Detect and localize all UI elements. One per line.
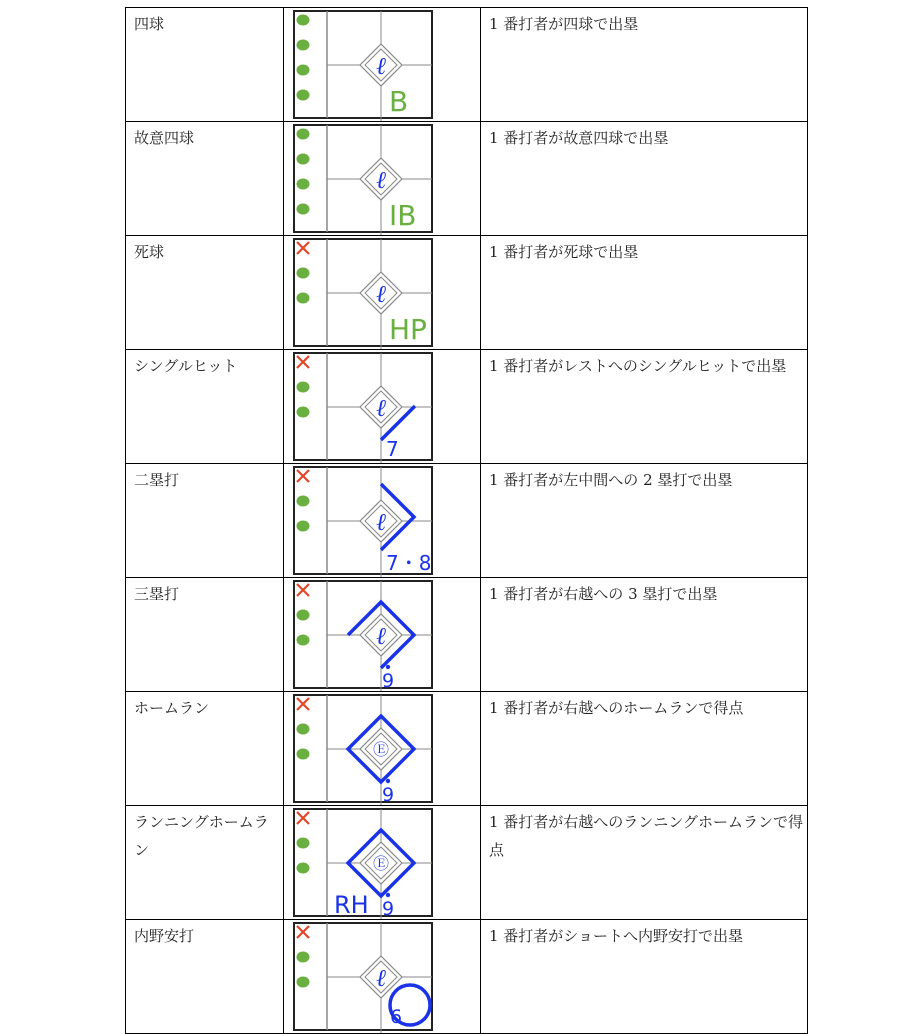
ball-mark	[297, 382, 310, 393]
ball-mark	[297, 204, 310, 215]
term-cell: 二塁打	[126, 464, 284, 578]
table-row	[126, 122, 808, 236]
base-symbol: ℓ	[376, 280, 386, 308]
base-symbol: ℓ	[376, 622, 386, 650]
scorecard-figure	[284, 122, 480, 235]
scorecard-cell	[284, 806, 481, 920]
fielder-label: 9	[381, 784, 395, 806]
table-row	[126, 578, 808, 692]
table-row	[126, 350, 808, 464]
base-symbol: ℓ	[376, 166, 386, 194]
scorecard-svg	[284, 920, 480, 1033]
description-cell: 1 番打者が左中間への 2 塁打で出塁	[481, 464, 808, 578]
out-mark	[297, 926, 309, 938]
out-mark	[297, 698, 309, 710]
scorecard-svg	[284, 350, 480, 463]
ball-mark	[297, 90, 310, 101]
out-mark	[297, 242, 309, 254]
scorecard-svg	[284, 692, 480, 805]
description-cell: 1 番打者が死球で出塁	[481, 236, 808, 350]
ball-mark	[297, 977, 310, 988]
scorecard-cell	[284, 236, 481, 350]
fielder-label: 9	[381, 670, 395, 692]
term-cell: 死球	[126, 236, 284, 350]
term-cell: ランニングホームラン	[126, 806, 284, 920]
overhead-dot	[386, 665, 390, 669]
table-row	[126, 236, 808, 350]
ball-mark	[297, 749, 310, 760]
fielder-label: 6	[390, 1006, 403, 1028]
scorecard-svg	[284, 464, 480, 577]
description-cell: 1 番打者が右越へのホームランで得点	[481, 692, 808, 806]
scorecard-cell	[284, 464, 481, 578]
out-mark	[297, 470, 309, 482]
scorecard-svg	[284, 122, 480, 235]
overhead-dot	[386, 779, 390, 783]
scorecard-svg	[284, 806, 480, 919]
scorecard-svg	[284, 8, 480, 121]
scorecard-svg	[284, 236, 480, 349]
term-cell: 故意四球	[126, 122, 284, 236]
out-mark	[297, 812, 309, 824]
scorecard-figure	[284, 920, 480, 1033]
ball-mark	[297, 65, 310, 76]
ball-mark	[297, 521, 310, 532]
scorecard-cell	[284, 350, 481, 464]
result-label: IB	[389, 199, 417, 232]
out-mark	[297, 356, 309, 368]
table-row	[126, 806, 808, 920]
out-mark	[297, 584, 309, 596]
ball-mark	[297, 635, 310, 646]
table-row	[126, 692, 808, 806]
ball-mark	[297, 15, 310, 26]
base-symbol: Ⓔ	[372, 854, 390, 873]
scorecard-figure	[284, 578, 480, 691]
ball-mark	[297, 154, 310, 165]
ball-mark	[297, 952, 310, 963]
ball-mark	[297, 863, 310, 874]
fielder-label: 7	[386, 437, 399, 461]
base-symbol: ℓ	[376, 508, 386, 536]
scorecard-figure	[284, 8, 480, 121]
term-cell: 内野安打	[126, 920, 284, 1034]
base-symbol: ℓ	[376, 394, 386, 422]
result-label: B	[389, 85, 409, 118]
table-body	[126, 8, 808, 1034]
ball-mark	[297, 724, 310, 735]
ball-mark	[297, 40, 310, 51]
description-cell: 1 番打者がレストへのシングルヒットで出塁	[481, 350, 808, 464]
ball-mark	[297, 838, 310, 849]
ball-mark	[297, 293, 310, 304]
table-row	[126, 8, 808, 122]
description-cell: 1 番打者が右越へのランニングホームランで得点	[481, 806, 808, 920]
term-cell: 三塁打	[126, 578, 284, 692]
fielder-label: 7・8	[386, 551, 432, 575]
scorecard-cell	[284, 578, 481, 692]
scorecard-cell	[284, 122, 481, 236]
scorecard-cell	[284, 692, 481, 806]
scorecard-cell	[284, 8, 481, 122]
result-label: HP	[389, 313, 427, 346]
ball-mark	[297, 129, 310, 140]
scorecard-figure	[284, 464, 480, 577]
base-symbol: ℓ	[376, 52, 386, 80]
ball-mark	[297, 179, 310, 190]
scorecard-cell	[284, 920, 481, 1034]
description-cell: 1 番打者が四球で出塁	[481, 8, 808, 122]
table-row	[126, 464, 808, 578]
scorecard-figure	[284, 350, 480, 463]
scorecard-figure	[284, 692, 480, 805]
ball-mark	[297, 407, 310, 418]
scorecard-figure	[284, 806, 480, 919]
base-symbol: ℓ	[376, 964, 386, 992]
description-cell: 1 番打者が故意四球で出塁	[481, 122, 808, 236]
term-cell: ホームラン	[126, 692, 284, 806]
scorecard-figure	[284, 236, 480, 349]
fielder-label: 9	[381, 898, 395, 920]
ball-mark	[297, 268, 310, 279]
description-cell: 1 番打者が右越への 3 塁打で出塁	[481, 578, 808, 692]
overhead-dot	[386, 893, 390, 897]
term-cell: 四球	[126, 8, 284, 122]
term-cell: シングルヒット	[126, 350, 284, 464]
ball-mark	[297, 496, 310, 507]
running-label: RH	[334, 891, 369, 919]
scorecard-svg	[284, 578, 480, 691]
base-symbol: Ⓔ	[372, 740, 390, 759]
ball-mark	[297, 610, 310, 621]
description-cell: 1 番打者がショートへ内野安打で出塁	[481, 920, 808, 1034]
scoring-table	[125, 7, 808, 1034]
table-row	[126, 920, 808, 1034]
